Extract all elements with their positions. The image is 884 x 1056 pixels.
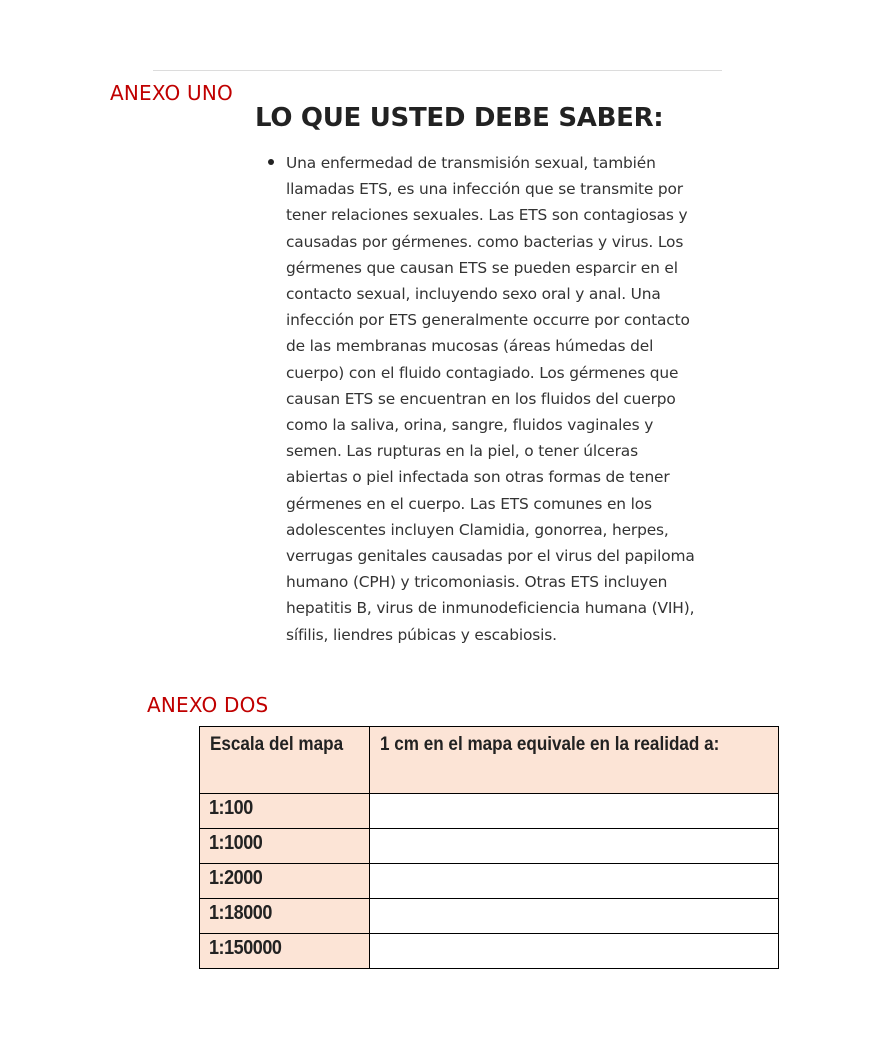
top-divider [153, 70, 722, 71]
equivalence-cell[interactable] [370, 864, 779, 899]
equivalence-cell[interactable] [370, 794, 779, 829]
table-row [200, 794, 779, 829]
scale-cell: 1:1000 [200, 829, 370, 864]
section-heading: LO QUE USTED DEBE SABER: [255, 103, 664, 133]
bullet-icon [268, 159, 274, 165]
annex-one-label: ANEXO UNO [110, 81, 233, 105]
table-row [200, 899, 779, 934]
info-list [286, 150, 696, 648]
table-row [200, 829, 779, 864]
table-row [200, 934, 779, 969]
scale-cell: 1:150000 [200, 934, 370, 969]
scale-cell: 1:100 [200, 794, 370, 829]
map-scale-table [199, 726, 779, 969]
info-paragraph: Una enfermedad de transmisión sexual, también llamadas ETS, es una infección que se transmite por tener relaciones sexuales. Las ETS son contagiosas y causadas por gérmenes. como bacterias y virus. Los gérmenes que causan ETS se pueden esparcir en el contacto sexual, incluyendo sexo oral y anal. Una infección por ETS generalmente occurre por contacto de las membranas mucosas (áreas húmedas del cuerpo) con el fluido contagiado. Los gérmenes que causan ETS se encuentran en los fluidos del cuerpo como la saliva, orina, sangre, fluidos vaginales y semen. Las rupturas en la piel, o tener úlceras abiertas o piel infectada son otras formas de tener gérmenes en el cuerpo. Las ETS comunes en los adolescentes incluyen Clamidia, gonorrea, herpes, verrugas genitales causadas por el virus del papiloma humano (CPH) y tricomoniasis. Otras ETS incluyen hepatitis B, virus de inmunodeficiencia humana (VIH), sífilis, liendres púbicas y escabiosis. [286, 154, 695, 644]
table-header-row [200, 727, 779, 794]
scale-cell: 1:2000 [200, 864, 370, 899]
equivalence-cell[interactable] [370, 899, 779, 934]
header-equivalence: 1 cm en el mapa equivale en la realidad a: [370, 727, 779, 794]
equivalence-cell[interactable] [370, 934, 779, 969]
info-list-item [286, 150, 696, 648]
equivalence-cell[interactable] [370, 829, 779, 864]
header-scale: Escala del mapa [200, 727, 370, 794]
scale-cell: 1:18000 [200, 899, 370, 934]
annex-two-label: ANEXO DOS [147, 693, 269, 717]
table-row [200, 864, 779, 899]
